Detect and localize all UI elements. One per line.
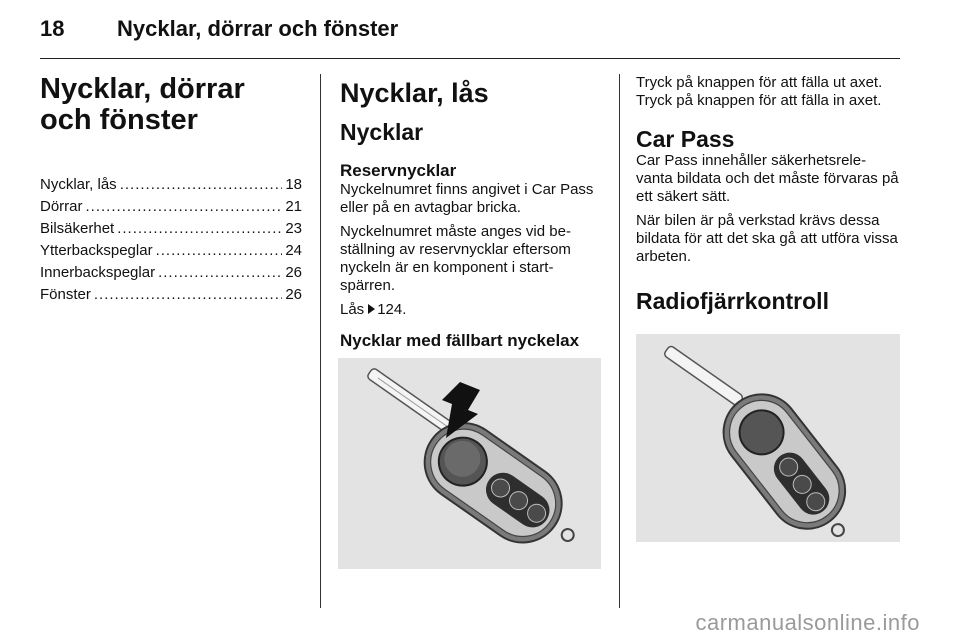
running-header-title: Nycklar, dörrar och fönster: [117, 16, 399, 41]
toc-item-label: Ytterbackspeglar: [40, 242, 153, 259]
section-heading: Nycklar, lås: [340, 78, 489, 108]
paragraph: Nyckelnumret måste anges vid be- ställning av reservnycklar eftersom nyckeln är en komponent i start- spärren.: [340, 223, 571, 294]
subsection-heading: Nycklar: [340, 119, 424, 145]
column-divider-2: [619, 74, 620, 608]
toc-item-page: 21: [285, 198, 302, 215]
cross-reference[interactable]: [340, 301, 602, 319]
paragraph: Nyckelnumret finns angivet i Car Pass eller på en avtagbar bricka.: [340, 181, 594, 216]
toc-item-page: 23: [285, 220, 302, 237]
header-rule: [40, 58, 900, 59]
toc-leader: [120, 176, 283, 193]
paragraph: Car Pass innehåller säkerhetsrele- vanta bildata och det måste förvaras på ett säkert sätt.: [636, 152, 899, 205]
chapter-column: [40, 74, 302, 308]
watermark: carmanualsonline.info: [695, 610, 920, 635]
toc-item[interactable]: [40, 286, 302, 308]
toc-item-label: Innerbackspeglar: [40, 264, 156, 281]
paragraph: När bilen är på verkstad krävs dessa bildata för att det ska gå att utföra vissa arbeten.: [636, 212, 898, 265]
toc-leader: [156, 242, 283, 259]
toc-leader: [94, 286, 282, 303]
toc-leader: [117, 220, 282, 237]
foldable-key-heading: Nycklar med fällbart nyckelax: [340, 331, 580, 350]
page-number: 18: [40, 16, 65, 41]
toc-item[interactable]: [40, 198, 302, 220]
toc-item-page: 26: [285, 286, 302, 303]
toc-item[interactable]: [40, 220, 302, 242]
paragraph: Tryck på knappen för att fälla in axet.: [636, 92, 882, 109]
reference-label: Lås: [340, 301, 365, 318]
arrow-right-icon: [368, 304, 375, 314]
car-pass-heading: Car Pass: [636, 126, 735, 152]
toc-item-label: Dörrar: [40, 198, 83, 215]
toc-item-page: 26: [285, 264, 302, 281]
spare-keys-heading: Reservnycklar: [340, 161, 457, 180]
toc-item-label: Nycklar, lås: [40, 176, 117, 193]
toc-item[interactable]: [40, 264, 302, 286]
toc-item-label: Bilsäkerhet: [40, 220, 115, 237]
car-pass-column: [636, 74, 902, 314]
toc-item-page: 18: [285, 176, 302, 193]
toc-item-page: 24: [285, 242, 302, 259]
remote-control-figure: [636, 334, 900, 542]
remote-key-illustration: [636, 334, 900, 542]
toc-leader: [86, 198, 283, 215]
reference-page: 124.: [377, 301, 407, 318]
toc-leader: [158, 264, 282, 281]
remote-control-heading: Radiofjärrkontroll: [636, 288, 829, 314]
toc-item[interactable]: [40, 242, 302, 264]
foldable-key-figure: [338, 358, 601, 569]
keys-locks-column: [340, 74, 602, 351]
pointer-arrow-icon: [438, 380, 488, 440]
paragraph: Tryck på knappen för att fälla ut axet.: [636, 74, 883, 91]
table-of-contents: [40, 176, 302, 308]
toc-item[interactable]: [40, 176, 302, 198]
column-divider-1: [320, 74, 321, 608]
toc-item-label: Fönster: [40, 286, 91, 303]
chapter-title: Nycklar, dörrar och fönster: [40, 73, 245, 136]
